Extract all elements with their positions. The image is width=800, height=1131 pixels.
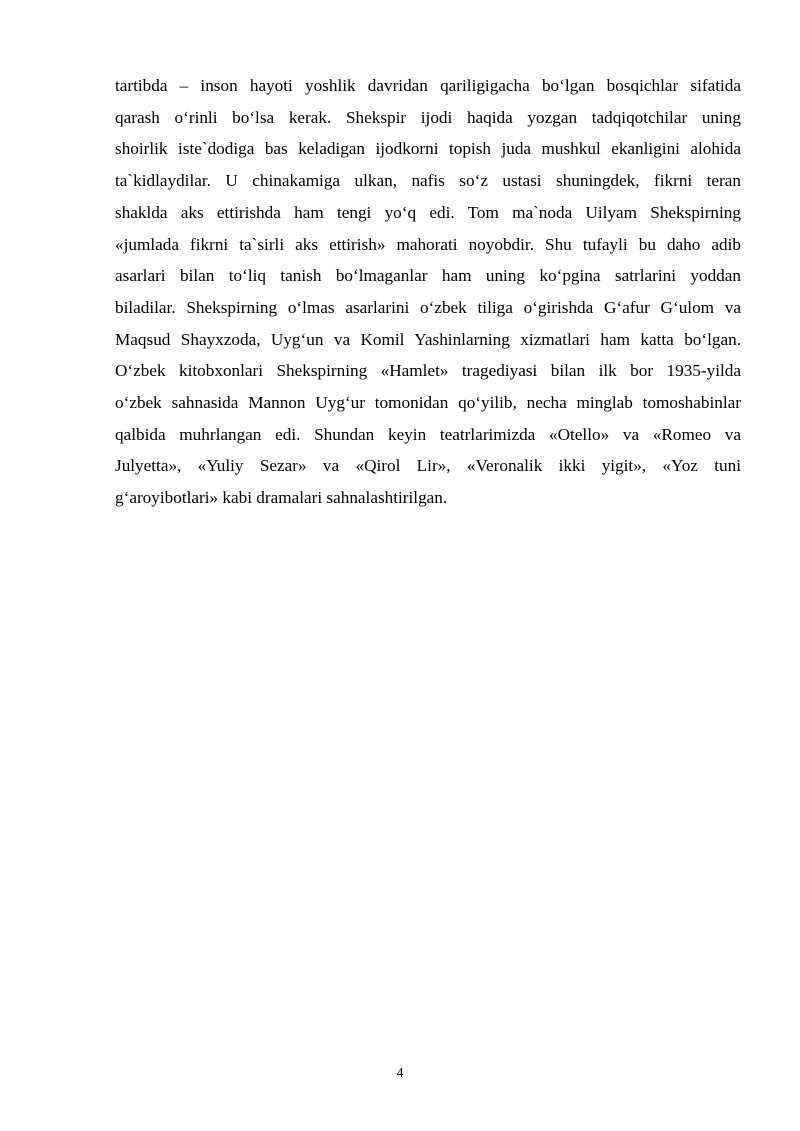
text-line-9: Maqsud Shayxzoda, Uyg‘un va Komil Yashinlarning xizmatlari ham katta bo‘lgan. [115, 329, 741, 349]
body-paragraph [115, 70, 741, 514]
text-line-11: o‘zbek sahnasida Mannon Uyg‘ur tomonidan qo‘yilib, necha minglab tomoshabinlar [115, 393, 741, 413]
text-line-12: qalbida muhrlangan edi. Shundan keyin teatrlarimizda «Otello» va «Romeo va [115, 424, 741, 444]
page-number: 4 [396, 1066, 404, 1081]
text-line-10: O‘zbek kitobxonlari Shekspirning «Hamlet» tragediyasi bilan ilk bor 1935-yilda [115, 361, 741, 381]
text-line-14: g‘aroyibotlari» kabi dramalari sahnalashtirilgan. [115, 488, 448, 508]
text-line-1: tartibda – inson hayoti yoshlik davridan qariligigacha bo‘lgan bosqichlar sifatida [115, 76, 741, 95]
text-line-8: biladilar. Shekspirning o‘lmas asarlarini o‘zbek tiliga o‘girishda G‘afur G‘ulom va [115, 297, 741, 317]
text-line-3: shoirlik iste`dodiga bas keladigan ijodkorni topish juda mushkul ekanligini alohida [115, 139, 741, 159]
text-line-7: asarlari bilan to‘liq tanish bo‘lmaganlar ham uning ko‘pgina satrlarini yoddan [115, 266, 741, 286]
text-line-2: qarash o‘rinli bo‘lsa kerak. Shekspir ijodi haqida yozgan tadqiqotchilar uning [115, 107, 741, 127]
text-line-5: shaklda aks ettirishda ham tengi yo‘q edi. Tom ma`noda Uilyam Shekspirning [115, 202, 741, 222]
text-line-4: ta`kidlaydilar. U chinakamiga ulkan, nafis so‘z ustasi shuningdek, fikrni teran [115, 171, 741, 191]
text-line-13: Julyetta», «Yuliy Sezar» va «Qirol Lir», «Veronalik ikki yigit», «Yoz tuni [115, 456, 741, 476]
text-line-6: «jumlada fikrni ta`sirli aks ettirish» mahorati noyobdir. Shu tufayli bu daho adib [115, 234, 741, 254]
